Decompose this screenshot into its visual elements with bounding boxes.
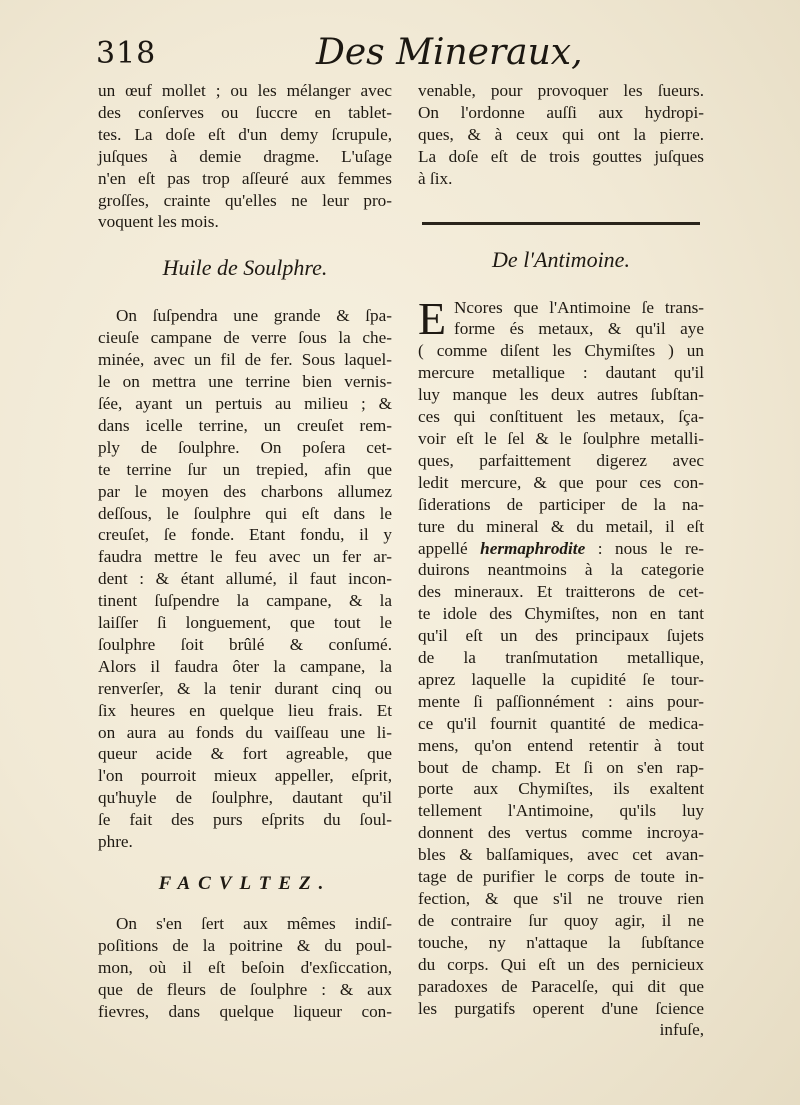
text-line: touche, ny n'attaque la ſubſtance — [418, 932, 704, 952]
text-line: mon, où il eſt beſoin d'exſiccation, — [98, 957, 392, 977]
text-line: te idole des Chymiſtes, non en tant — [418, 604, 704, 624]
text-line: ques, parfaittement digerez avec — [418, 450, 704, 470]
text-line: par le moyen des charbons allumez — [98, 481, 392, 501]
running-title: Des Mineraux, — [316, 32, 583, 73]
text-line: un œuf mollet ; ou les mélanger avec — [98, 81, 392, 100]
text-line: mente ſi paſſionnément : ains pour- — [418, 691, 704, 711]
text-line: ply de ſoulphre. On poſera cet- — [98, 437, 392, 457]
text-line: te terrine ſur un trepied, afin que — [98, 459, 392, 479]
text-line: juſques à demie dragme. L'uſage — [98, 146, 392, 166]
text-line: dent : & étant allumé, il faut incon- — [98, 569, 392, 589]
text-line: tellement l'Antimoine, qu'ils luy — [418, 801, 704, 821]
text-fragment: appellé — [418, 538, 468, 558]
text-line: aprez laquelle la cupidité ſe tour- — [418, 669, 704, 689]
left-paragraph-3 — [98, 913, 392, 1023]
section-heading-antimoine: De l'Antimoine. — [492, 246, 630, 272]
text-line: des mineraux. Et traitterons de cet- — [418, 582, 704, 602]
section-heading-huile: Huile de Soulphre. — [162, 255, 328, 281]
text-line: tage de purifier le corps de toute in- — [418, 867, 704, 887]
term-hermaphrodite: hermaphrodite — [480, 538, 586, 558]
text-line: queur acide & fort agreable, que — [98, 744, 392, 764]
text-line: mercure metallique : dautant qu'il — [418, 363, 704, 383]
text-fragment: : nous le re- — [597, 538, 705, 558]
text-line: à ſix. — [418, 168, 453, 188]
text-line: voquent les mois. — [98, 212, 219, 232]
right-paragraph-1 — [418, 80, 704, 190]
right-paragraph-2 — [418, 292, 705, 1042]
text-line: On s'en ſert aux mêmes indiſ- — [116, 914, 392, 933]
section-heading-facultez: FACVLTEZ. — [158, 873, 332, 894]
text-line: on aura au fonds du vaiſſeau une li- — [98, 722, 392, 742]
text-line: n'en eſt pas trop aſſeuré aux femmes — [98, 168, 392, 188]
text-line: Alors il faudra ôter la campane, la — [98, 656, 392, 676]
text-line: paradoxes de Paracelſe, qui dit que — [418, 976, 704, 996]
text-line: du corps. Qui eſt un des pernicieux — [418, 954, 704, 974]
text-line: porte aux Chymiſtes, ils exaltent — [418, 779, 704, 799]
text-line: laiſſer ſi longuement, que tout le — [98, 613, 392, 633]
section-divider-rule — [422, 222, 700, 225]
page-header — [96, 34, 706, 78]
text-line: ſée, ayant un pertuis au milieu ; & — [98, 393, 392, 413]
text-line: l'on pourroit mieux appeller, eſprit, — [98, 766, 392, 786]
text-line: minée, avec un fil de fer. Sous laquel- — [98, 350, 392, 370]
text-line: qu'huyle de ſoulphre, dautant qu'il — [98, 788, 392, 808]
text-line: mens, qu'on entend retentir à tout — [418, 735, 704, 755]
text-line: ture du mineral & du metail, il eſt — [418, 516, 704, 536]
text-line: renverſer, & la tenir durant cinq ou — [98, 678, 392, 698]
text-line: Ncores que l'Antimoine ſe trans- — [454, 297, 704, 317]
text-line: phre. — [98, 832, 133, 852]
text-line: les purgatifs operent d'une ſcience — [418, 998, 704, 1018]
text-line: La doſe eſt de trois gouttes juſques — [418, 146, 704, 166]
text-line: cieuſe campane de verre ſous la che- — [98, 328, 392, 348]
text-line: fievres, dans quelque liqueur con- — [98, 1001, 392, 1021]
text-line: ſix heures en quelque lieu frais. Et — [98, 700, 392, 720]
text-line: de la tranſmutation metallique, — [418, 648, 704, 668]
text-line: venable, pour provoquer les ſueurs. — [418, 81, 704, 100]
text-line: ſoulphre ſoit brûlé & conſumé. — [98, 634, 392, 654]
text-line: faudra mettre le feu avec un fer ar- — [98, 547, 392, 567]
text-line: tes. La doſe eſt d'un demy ſcrupule, — [98, 124, 392, 144]
text-line: ces qui conſtituent les metaux, ſça- — [418, 407, 704, 427]
text-line: duirons neantmoins à la categorie — [418, 560, 704, 580]
right-column — [418, 80, 704, 1041]
text-line: de contraire ſur quoy agir, il ne — [418, 910, 704, 930]
text-line: forme és metaux, & qu'il aye — [454, 319, 704, 339]
text-line: On ſuſpendra une grande & ſpa- — [116, 306, 392, 326]
text-line: bles & balſamiques, avec cet avan- — [418, 845, 704, 865]
text-line: ce qu'il fournit quantité de medica- — [418, 713, 704, 733]
text-line: qu'il eſt un des principaux ſujets — [418, 626, 704, 646]
text-line: donnent des vertus comme incroya- — [418, 823, 704, 843]
left-column — [98, 80, 392, 1023]
text-line: ques, & à ceux qui ont la pierre. — [418, 124, 704, 144]
text-line: ( comme diſent les Chymiſtes ) un — [418, 341, 704, 361]
text-line: ſiderations de participer de la na- — [418, 494, 704, 514]
text-line: voir eſt le ſel & le ſoulphre metalli- — [418, 428, 704, 448]
antimoine-body — [418, 292, 705, 1042]
text-line: deſſous, le ſoulphre qui eſt dans le — [98, 503, 392, 523]
catchword: infuſe, — [659, 1020, 704, 1040]
text-line: des conſerves ou ſuccre en tablet- — [98, 102, 392, 122]
text-line: dans icelle terrine, un creuſet rem- — [98, 415, 392, 435]
text-line: ſe fait des purs eſprits du ſoul- — [98, 810, 392, 830]
left-paragraph-1 — [98, 80, 392, 233]
text-line: creuſet, ſe fonde. Etant fondu, il y — [98, 525, 392, 545]
drop-cap-letter: E — [418, 292, 447, 344]
text-line: tinent ſuſpendre la campane, & la — [98, 591, 392, 611]
text-line: On l'ordonne auſſi aux hydropi- — [418, 102, 704, 122]
page-number: 318 — [96, 36, 157, 71]
text-line: le on mettra une terrine bien vernis- — [98, 372, 392, 392]
text-line: poſitions de la poitrine & du poul- — [98, 935, 392, 955]
text-line: fection, & que s'il ne trouve rien — [418, 889, 704, 908]
text-line: bout de champ. Et ſi on s'en rap- — [418, 757, 704, 777]
text-line: groſſes, crainte qu'elles ne leur pro- — [98, 190, 392, 210]
left-paragraph-2 — [98, 305, 392, 853]
text-line-hermaphrodite — [418, 538, 704, 560]
text-line: ledit mercure, & que pour ces con- — [418, 472, 704, 492]
text-line: que de fleurs de ſoulphre : & aux — [98, 979, 392, 999]
text-line: luy manque les deux autres ſubſtan- — [418, 385, 704, 405]
